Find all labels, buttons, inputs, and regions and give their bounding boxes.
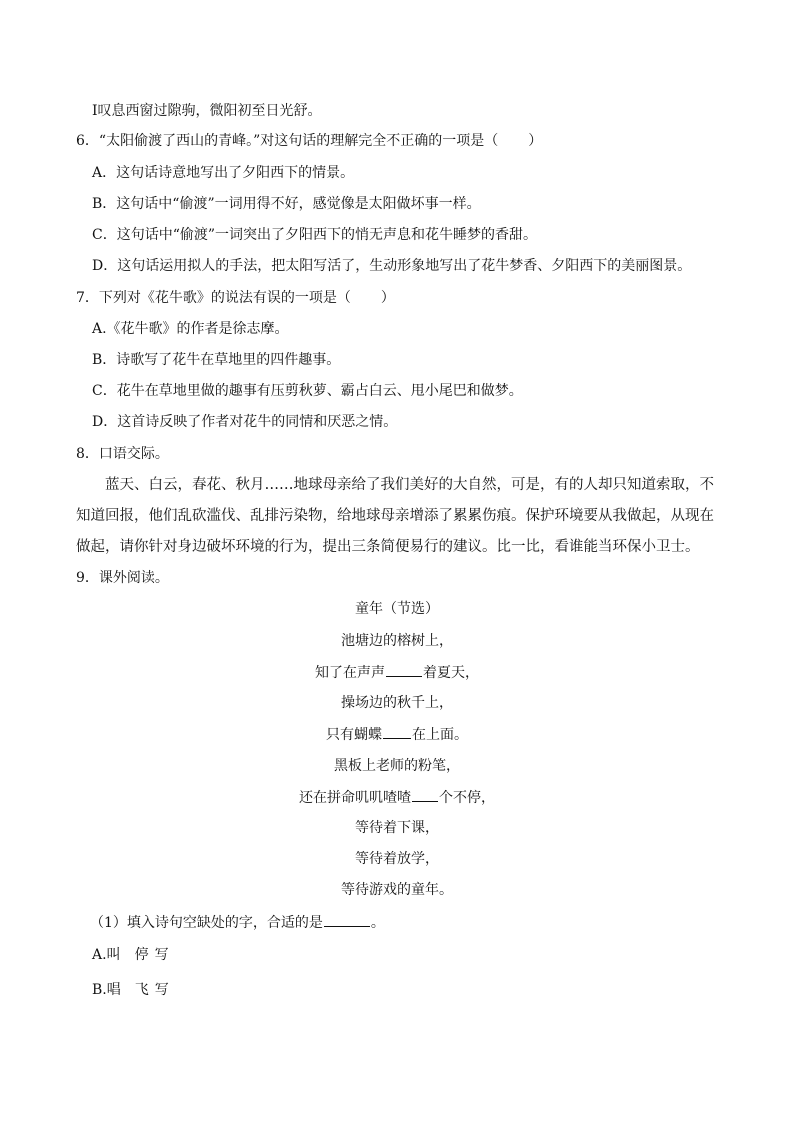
poem-line-4 xyxy=(0,724,794,745)
poem-title: 童年（节选） xyxy=(355,601,439,617)
question-6-text: 6．“太阳偷渡了西山的青峰。”对这句话的理解完全不正确的一项是（ xyxy=(76,133,499,149)
question-9-sub1-stem xyxy=(90,912,385,933)
sub1-option-a-word3: 写 xyxy=(154,947,169,963)
question-7-text: 7．下列对《花牛歌》的说法有误的一项是（ xyxy=(76,290,351,306)
sub1-option-b-word1: B.唱 xyxy=(92,982,121,998)
poem-line-1: 池塘边的榕树上， xyxy=(341,633,453,649)
question-9-stem: 9．课外阅读。 xyxy=(76,570,169,586)
question-6-close: ） xyxy=(528,133,543,149)
question-7-close: ） xyxy=(380,290,395,306)
poem-line-6 xyxy=(0,787,794,808)
sub1-text: （1）填入诗句空缺处的字，合适的是 xyxy=(90,915,323,931)
question-7-option-b: B．诗歌写了花牛在草地里的四件趣事。 xyxy=(92,352,341,368)
poem-line-5: 黑板上老师的粉笔， xyxy=(334,758,460,774)
poem-line-4-start: 只有蝴蝶 xyxy=(326,727,382,743)
poem-line-8: 等待着放学， xyxy=(355,851,439,867)
poem-line-7: 等待着下课， xyxy=(355,820,439,836)
sub1-option-b-word3: 写 xyxy=(154,982,169,998)
poem-line-4-end: 在上面。 xyxy=(412,727,468,743)
question-7-option-d: D．这首诗反映了作者对花牛的同情和厌恶之情。 xyxy=(92,414,398,430)
sub1-answer-blank[interactable] xyxy=(324,912,370,927)
fill-blank-3[interactable] xyxy=(412,787,438,802)
question-6-stem xyxy=(76,131,542,151)
question-7-option-c: C．花牛在草地里做的趣事有压剪秋萝、霸占白云、甩小尾巴和做梦。 xyxy=(92,383,523,399)
poem-line-2-end: 着夏天， xyxy=(423,665,479,681)
poem-line-2 xyxy=(0,662,794,683)
poem-line-9: 等待游戏的童年。 xyxy=(341,882,453,898)
poem-line-3: 操场边的秋千上， xyxy=(341,695,453,711)
sub1-option-b-word2: 飞 xyxy=(134,982,149,998)
question-7-stem xyxy=(76,288,395,308)
sub1-option-a-word1: A.叫 xyxy=(92,947,121,963)
sub1-option-a-word2: 停 xyxy=(134,947,149,963)
fill-blank-1[interactable] xyxy=(386,662,422,677)
question-6-option-d: D．这句话运用拟人的手法，把太阳写活了，生动形象地写出了花牛梦香、夕阳西下的美丽图景。 xyxy=(92,258,692,274)
question-8-stem: 8．口语交际。 xyxy=(76,446,169,462)
sub1-period: 。 xyxy=(370,915,385,931)
sub1-option-b xyxy=(92,980,169,1000)
question-6-option-b: B．这句话中“偷渡”一词用得不好，感觉像是太阳做坏事一样。 xyxy=(92,196,481,212)
question-6-option-c: C．这句话中“偷渡”一词突出了夕阳西下的悄无声息和花牛睡梦的香甜。 xyxy=(92,227,538,243)
question-6-option-a: A．这句话诗意地写出了夕阳西下的情景。 xyxy=(92,165,355,181)
poem-line-2-start: 知了在声声 xyxy=(315,665,385,681)
sub1-option-a xyxy=(92,945,169,965)
question-7-option-a: A.《花牛歌》的作者是徐志摩。 xyxy=(92,321,289,337)
poem-line-6-end: 个不停， xyxy=(439,790,495,806)
poem-line-6-start: 还在拼命叽叽喳喳 xyxy=(299,790,411,806)
fill-blank-2[interactable] xyxy=(383,724,411,739)
question-8-passage: 蓝天、白云，春花、秋月……地球母亲给了我们美好的大自然，可是，有的人却只知道索取，不知道回报，他们乱砍滥伐、乱排污染物，给地球母亲增添了累累伤痕。保护环境要从我做起，从现在做起，请你针对身边破坏环境的行为，提出三条简便易行的建议。比一比，看谁能当环保小卫士。 xyxy=(76,477,714,555)
poem-line-top: I叹息西窗过隙驹，微阳初至日光舒。 xyxy=(92,103,322,119)
